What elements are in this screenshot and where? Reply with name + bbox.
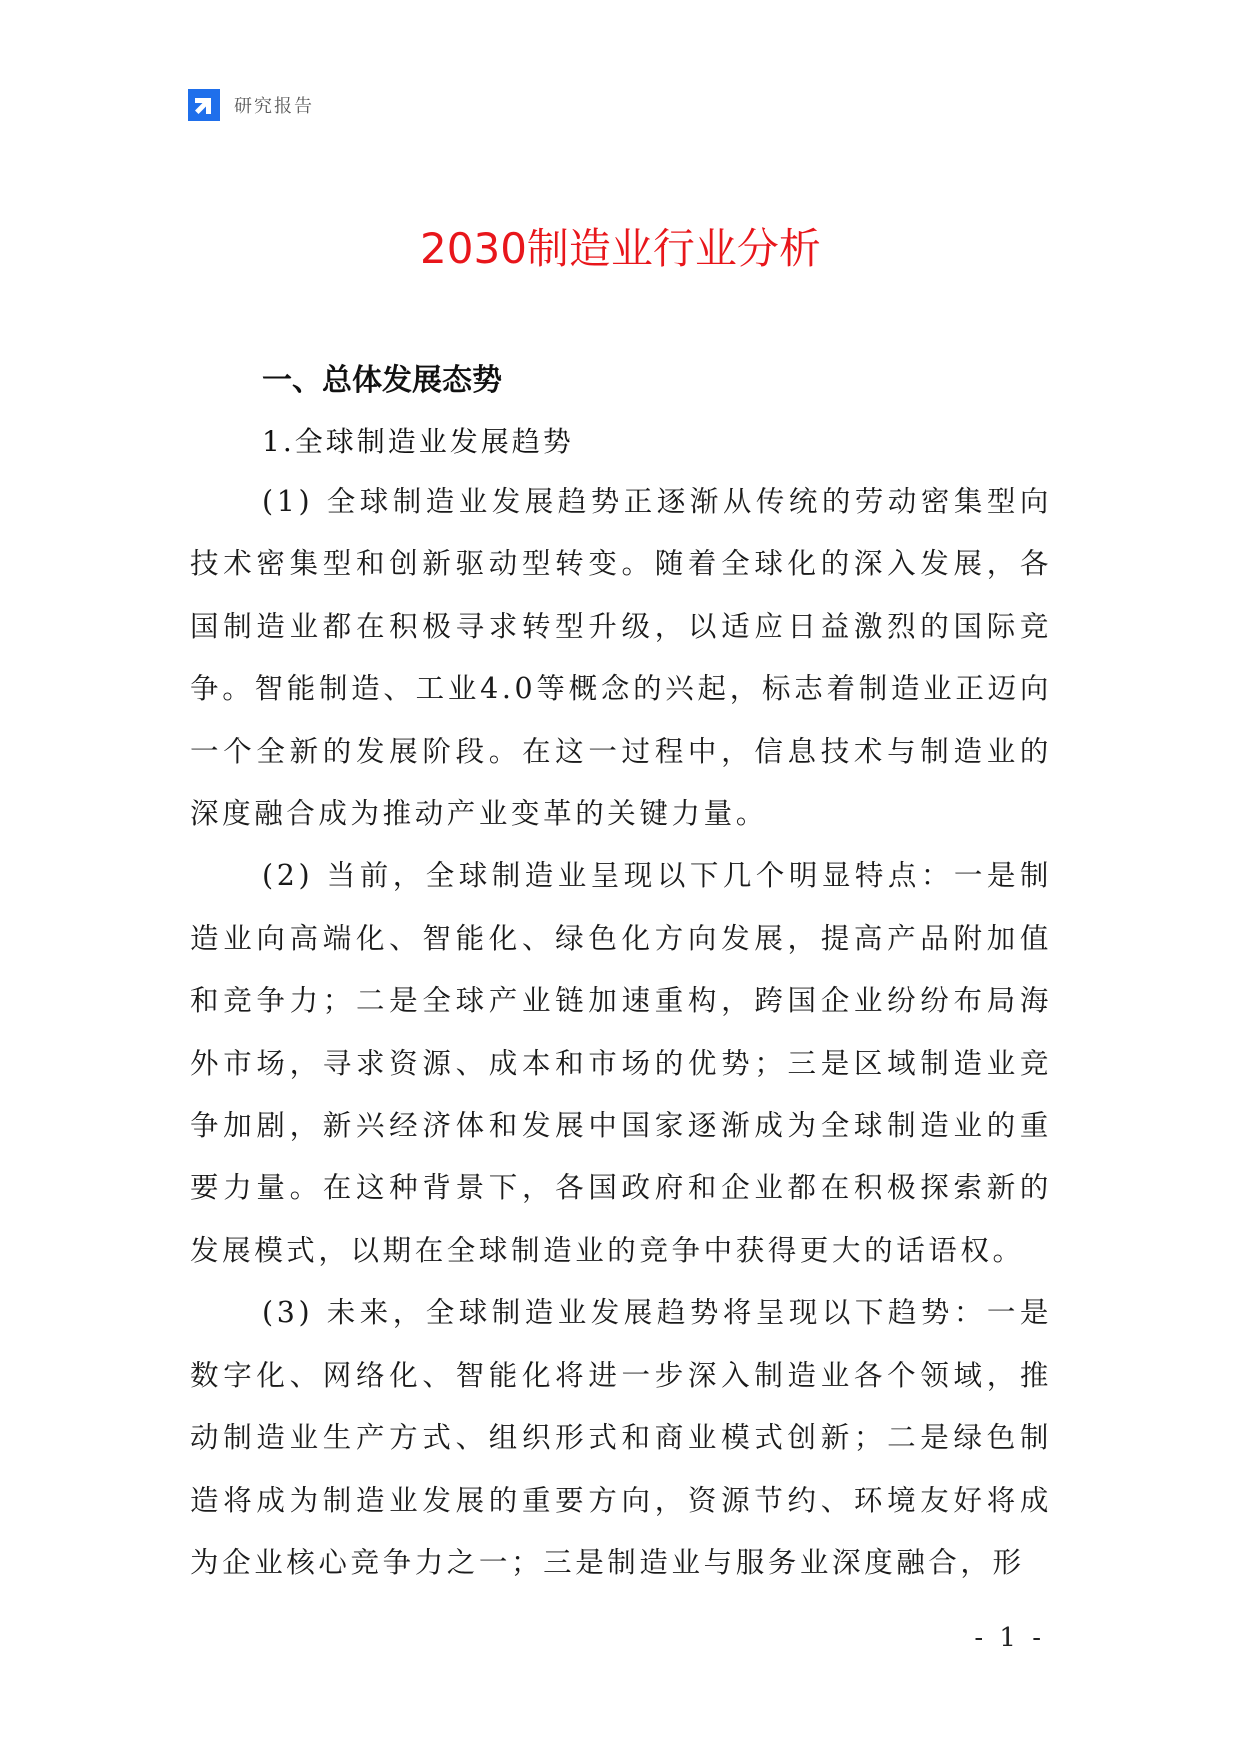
paragraph-1: (1) 全球制造业发展趋势正逐渐从传统的劳动密集型向技术密集型和创新驱动型转变。随着全球化的深入发展，各国制造业都在积极寻求转型升级，以适应日益激烈的国际竞争。智能制造、工业4.0等概念的兴起，标志着制造业正迈向一个全新的发展阶段。在这一过程中，信息技术与制造业的深度融合成为推动产业变革的关键力量。 xyxy=(190,485,1052,831)
subsection-heading: 1.全球制造业发展趋势 xyxy=(262,425,574,458)
arrow-up-right-icon xyxy=(188,89,220,121)
page-number: - 1 - xyxy=(974,1623,1045,1653)
report-header xyxy=(188,88,314,122)
document-body xyxy=(190,471,1052,1594)
header-label: 研究报告 xyxy=(234,96,314,117)
paragraph-3: (3) 未来，全球制造业发展趋势将呈现以下趋势：一是数字化、网络化、智能化将进一步深入制造业各个领域，推动制造业生产方式、组织形式和商业模式创新；二是绿色制造将成为制造业发展的重要方向，资源节约、环境友好将成为企业核心竞争力之一；三是制造业与服务业深度融合，形 xyxy=(190,1296,1052,1579)
section-heading: 一、总体发展态势 xyxy=(262,363,502,398)
paragraph-2: (2) 当前，全球制造业呈现以下几个明显特点：一是制造业向高端化、智能化、绿色化方向发展，提高产品附加值和竞争力；二是全球产业链加速重构，跨国企业纷纷布局海外市场，寻求资源、成本和市场的优势；三是区域制造业竞争加剧，新兴经济体和发展中国家逐渐成为全球制造业的重要力量。在这种背景下，各国政府和企业都在积极探索新的发展模式，以期在全球制造业的竞争中获得更大的话语权。 xyxy=(190,859,1052,1267)
document-title: 2030制造业行业分析 xyxy=(420,224,821,273)
